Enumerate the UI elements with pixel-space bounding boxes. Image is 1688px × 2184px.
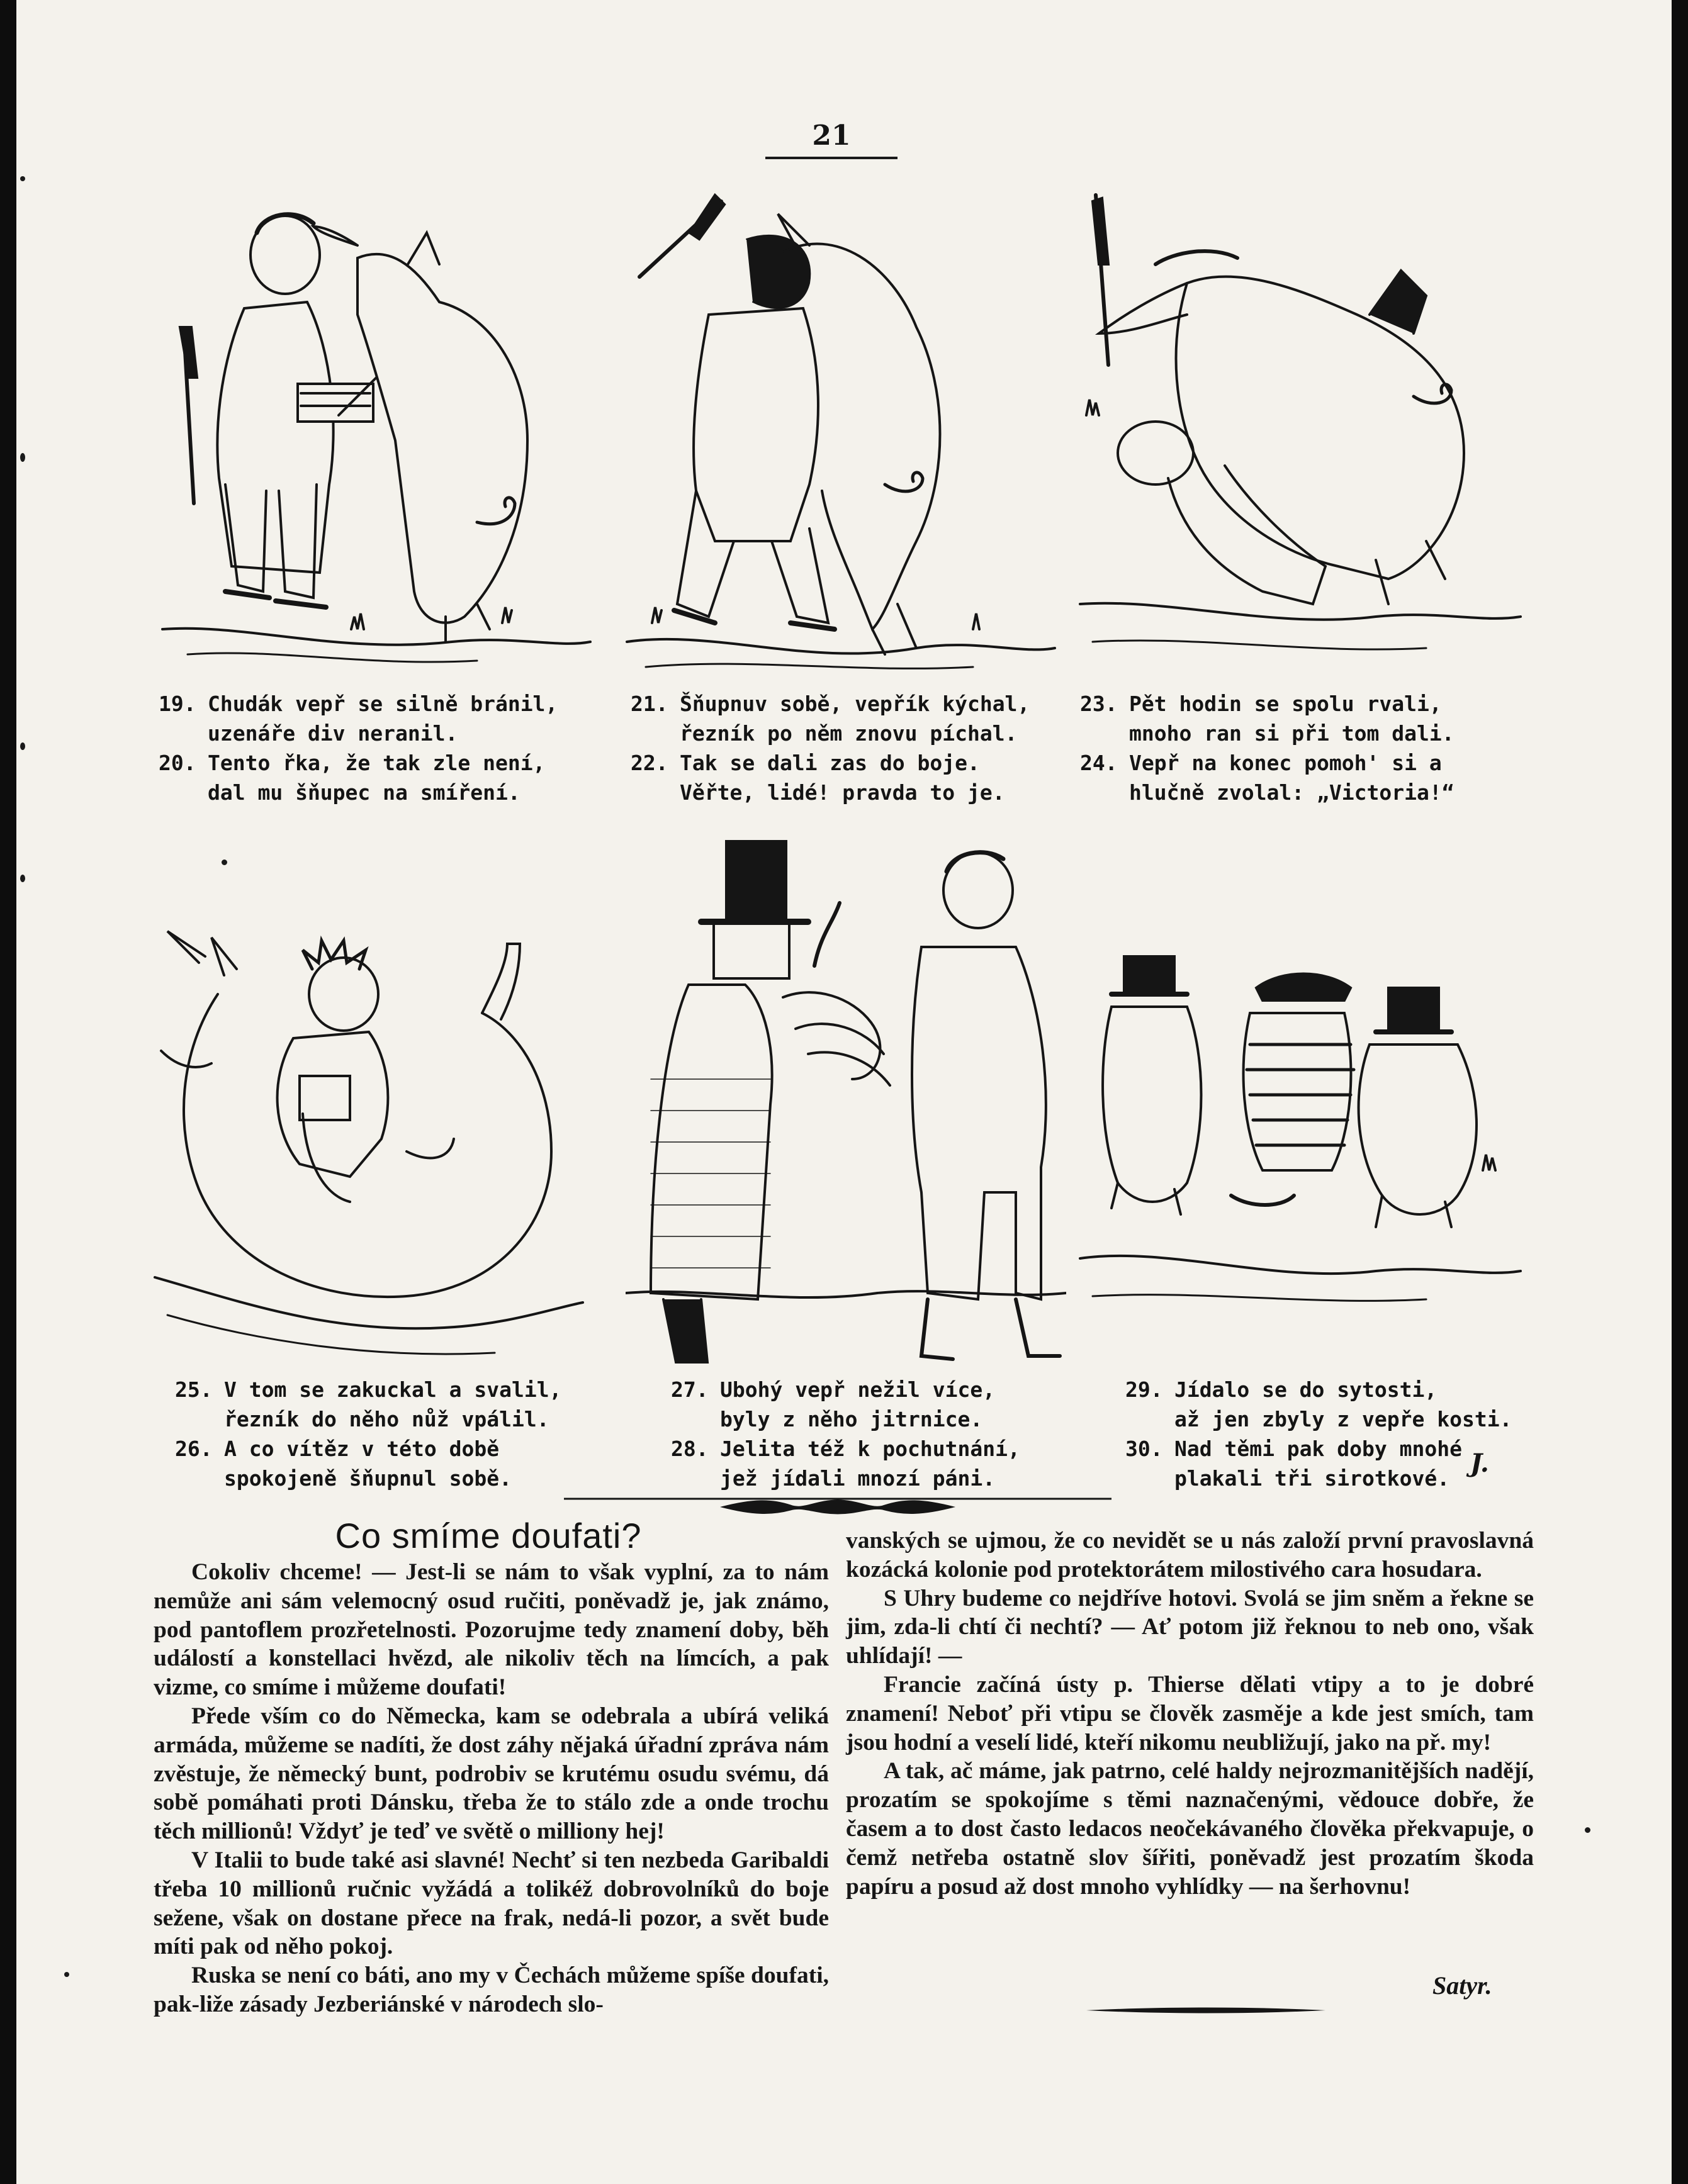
illustration-sausages-served	[626, 840, 1066, 1369]
verse-line: 28. Jelita též k pochutnání,	[671, 1436, 1020, 1461]
article-right-column	[846, 1526, 1534, 1901]
verse-line: 26. A co vítěz v této době	[175, 1436, 500, 1461]
ink-speck	[20, 176, 25, 181]
verse-line: řezník po něm znovu píchal.	[680, 721, 1018, 746]
article-paragraph: Přede vším co do Německa, kam se odebrala a ubírá veliká armáda, můžeme se nadíti, že dost záhy nějaká úřadní zpráva nám zvěstuje, že německý bunt, podrobiv se krutému osudu svému, dá sobě pomáhati proti Dánsku, třeba že to stálo zde a onde trochu těch millionů! Vždyť je teď ve světě o milliony hej!	[154, 1703, 829, 1845]
verse-block-29-30	[1125, 1375, 1512, 1493]
ink-speck	[1585, 1827, 1590, 1833]
article-paragraph: S Uhry budeme co nejdříve hotovi. Svolá se jim sněm a řekne se jim, zda-li chtí či nechtí? — Ať potom již řeknou to neb ono, však uhlídají! —	[846, 1585, 1534, 1669]
ink-speck	[222, 860, 227, 865]
verse-line: jež jídali mnozí páni.	[720, 1466, 996, 1491]
verse-block-27-28	[671, 1375, 1020, 1493]
ink-speck	[64, 1972, 69, 1977]
ink-speck	[20, 453, 25, 462]
article-paragraph: A tak, ač máme, jak patrno, celé haldy nejrozmanitějších nadějí, prozatím se spokojíme s těmi naznačenými, vědouce dobře, že časem a to dost často ledacos neočekávaného člověka překvapuje, o čemž netřeba ostatně slov šířiti, poněvadž jest prozatím škoda papíru a posud až dost mnoho vyhlídky — na šerhovnu!	[846, 1758, 1534, 1900]
verse-line: 21. Šňupnuv sobě, vepřík kýchal,	[631, 692, 1030, 716]
newspaper-page	[16, 0, 1672, 2184]
verse-line: 29. Jídalo se do sytosti,	[1125, 1377, 1438, 1402]
article-paragraph: Cokoliv chceme! — Jest-li se nám to však vyplní, za to nám nemůže ani sám velemocný osud ručiti, poněvadž je, jak známo, pod pantoflem prozřetelnosti. Pozorujme tedy znamení doby, běh událostí a konstellaci hvězd, ale nikoliv těch na límcích, a pak vizme, co smíme i můžeme doufati!	[154, 1559, 829, 1701]
verse-block-19-20	[159, 689, 558, 807]
verse-line: byly z něho jitrnice.	[720, 1407, 983, 1431]
verse-line: 20. Tento řka, že tak zle není,	[159, 751, 546, 775]
verse-block-25-26	[175, 1375, 561, 1493]
article-paragraph: Ruska se není co báti, ano my v Čechách můžeme spíše doufati, pak-liže zásady Jezberiánské v národech slo-	[154, 1963, 829, 2017]
ornamental-divider	[564, 1491, 1111, 1516]
closing-rule	[1086, 2004, 1325, 2017]
article-paragraph: Francie začíná ústy p. Thierse dělati vtipy a to je dobré znamení! Neboť při vtipu se člověk zasměje a kde jest smích, tam jsou hodní a veselí lidé, kteří nikomu neubližují, jako na př. my!	[846, 1671, 1534, 1756]
ink-speck	[20, 742, 25, 750]
page-number: 21	[765, 120, 897, 159]
article-title: Co smíme doufati?	[335, 1516, 642, 1555]
illustration-pig-collapses	[142, 925, 595, 1384]
verse-line: hlučně zvolal: „Victoria!“	[1129, 780, 1454, 805]
verse-line: 22. Tak se dali zas do boje.	[631, 751, 980, 775]
illustration-butcher-stabs-pig	[621, 189, 1061, 673]
verse-block-21-22	[631, 689, 1030, 807]
article-paragraph: V Italii to bude také asi slavné! Nechť si ten nezbeda Garibaldi třeba 10 millionů ručnic vyžádá a tolikéž dobrovolníků do boje sežene, však on dostane přece na frak, nedá-li pozor, a svět bude míti pak od něho pokoj.	[154, 1847, 829, 1960]
illustration-butcher-offers-snuff	[150, 189, 603, 673]
verse-line: řezník do něho nůž vpálil.	[224, 1407, 549, 1431]
verse-block-23-24	[1080, 689, 1454, 807]
verse-line: 24. Vepř na konec pomoh' si a	[1080, 751, 1442, 775]
article-left-column	[154, 1558, 829, 2019]
illustration-three-piglets-weeping	[1074, 931, 1527, 1309]
verse-line: spokojeně šňupnul sobě.	[224, 1466, 512, 1491]
verse-line: uzenáře div neranil.	[208, 721, 458, 746]
verse-line: dal mu šňupec na smíření.	[208, 780, 520, 805]
verse-line: mnoho ran si při tom dali.	[1129, 721, 1454, 746]
verse-line: 23. Pět hodin se spolu rvali,	[1080, 692, 1442, 716]
verse-line: Věřte, lidé! pravda to je.	[680, 780, 1005, 805]
ink-speck	[20, 875, 25, 882]
verse-line: 19. Chudák vepř se silně bránil,	[159, 692, 558, 716]
illustration-pig-victorious	[1074, 189, 1527, 673]
verse-line: 27. Ubohý vepř nežil více,	[671, 1377, 996, 1402]
poem-signature: J.	[1470, 1448, 1489, 1478]
verse-line: 30. Nad těmi pak doby mnohé	[1125, 1436, 1462, 1461]
article-signature: Satyr.	[1432, 1971, 1492, 2000]
verse-line: až jen zbyly z vepře kosti.	[1174, 1407, 1512, 1431]
article-paragraph: vanských se ujmou, že co nevidět se u nás založí první pravoslavná kozácká kolonie pod protektorátem milostivého cara hosudara.	[846, 1528, 1534, 1582]
verse-line: 25. V tom se zakuckal a svalil,	[175, 1377, 562, 1402]
verse-line: plakali tři sirotkové.	[1174, 1466, 1450, 1491]
